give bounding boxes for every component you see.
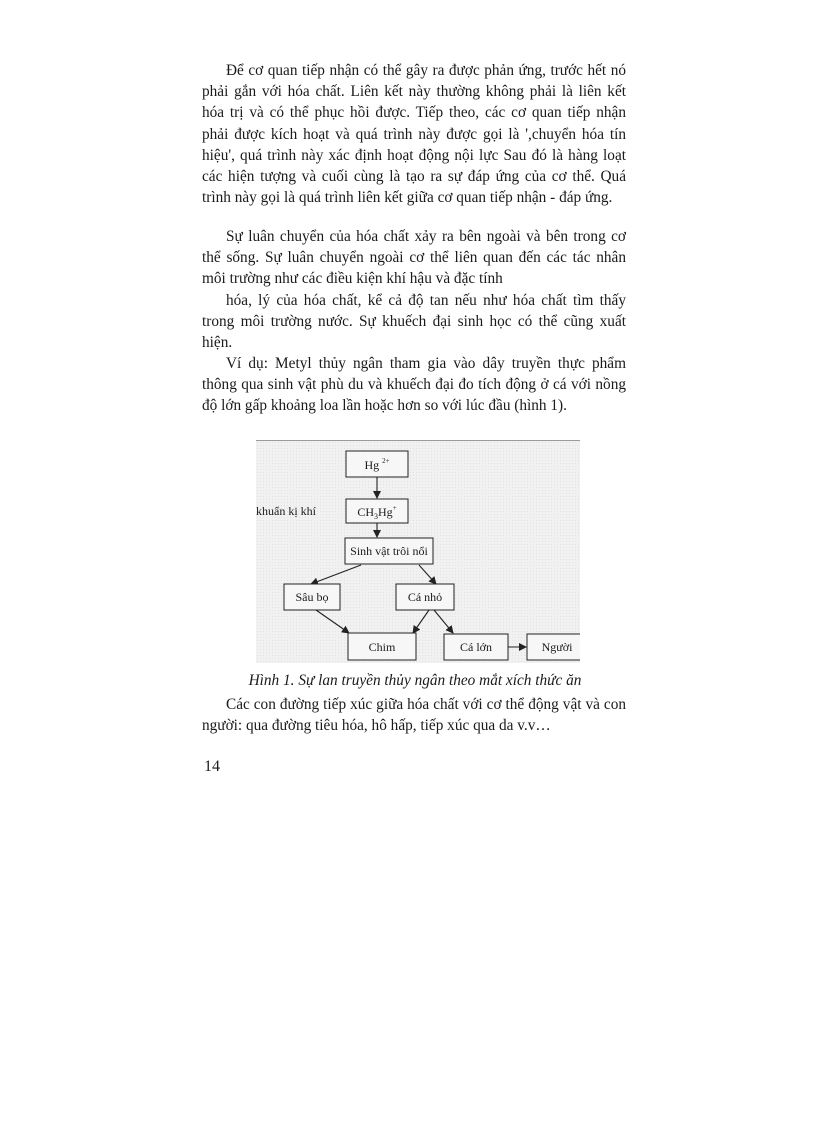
hg-charge: 2+	[382, 457, 390, 465]
page-number: 14	[204, 758, 220, 775]
edge-small-fish-to-bird	[413, 610, 429, 633]
paragraph-text: Để cơ quan tiếp nhận có thể gây ra được phản ứng, trước hết nó phải gắn với hóa chất. Liên kết này thường không phải là liên kết hóa trị và có thể phục hồi được. Tiếp theo, các cơ quan tiếp nhận phải được kích hoạt và quá trình này được gọi là ',chuyển hóa tín hiệu', quá trình này xác định hoạt động nội lực Sau đó là hàng loạt các hiện tượng và cuối cùng là tạo ra sự đáp ứng của cơ thể. Quá trình này gọi là quá trình liên kết giữa cơ quan tiếp nhận - đáp ứng.	[202, 62, 626, 207]
edge-small-fish-to-big-fish	[434, 610, 453, 633]
paragraph-exposure-routes	[202, 694, 626, 736]
node-label-small-fish: Cá nhỏ	[407, 590, 443, 604]
figure-caption: Hình 1. Sự lan truyền thủy ngân theo mắt xích thức ăn	[248, 672, 582, 689]
node-label-bird: Chim	[368, 640, 396, 654]
paragraph-text: Ví dụ: Metyl thủy ngân tham gia vào dây truyền thực phẩm thông qua sinh vật phù du và khuếch đại đo tích động ở cá với nồng độ lớn gấp khoảng loa lần hoặc hơn so với lúc đầu (hình 1).	[202, 355, 626, 415]
paragraph-text: Các con đường tiếp xúc giữa hóa chất với cơ thể động vật và con người: qua đường tiêu hóa, hô hấp, tiếp xúc qua da v.v…	[202, 696, 626, 735]
node-label-big-fish: Cá lớn	[459, 640, 493, 654]
diagram-canvas	[256, 441, 580, 663]
hg-base: Hg	[364, 458, 380, 472]
ch3hg-subscript: 3	[374, 512, 379, 521]
label-anaerobic-bacteria: khuẩn kị khí	[256, 504, 316, 518]
mercury-food-chain-diagram	[256, 440, 580, 663]
node-label-insects: Sâu bọ	[295, 590, 329, 604]
ch3hg-charge: +	[392, 504, 397, 512]
ch3hg-part-b: Hg	[378, 505, 393, 519]
edge-insects-to-bird	[316, 610, 349, 633]
edge-plankton-to-insects	[311, 565, 361, 584]
edge-plankton-to-small-fish	[419, 565, 436, 584]
ch3hg-part-a: CH	[357, 505, 375, 519]
paragraph-methylmercury-example	[202, 353, 626, 417]
paragraph-chemical-circulation	[202, 226, 626, 290]
paragraph-receptor-binding	[202, 60, 626, 208]
paragraph-text: Sự luân chuyển của hóa chất xảy ra bên ngoài và bên trong cơ thể sống. Sự luân chuyển ngoài cơ thể liên quan đến các tác nhân môi trường như các điều kiện khí hậu và đặc tính	[202, 228, 626, 288]
paragraph-text: hóa, lý của hóa chất, kể cả độ tan nếu như hóa chất tìm thấy trong môi trường nước. Sự khuếch đại sinh học có thể cũng xuất hiện.	[202, 292, 626, 352]
node-label-human: Người	[541, 640, 573, 654]
paragraph-chemical-properties	[202, 290, 626, 354]
node-label-plankton: Sinh vật trôi nổi	[350, 544, 428, 558]
